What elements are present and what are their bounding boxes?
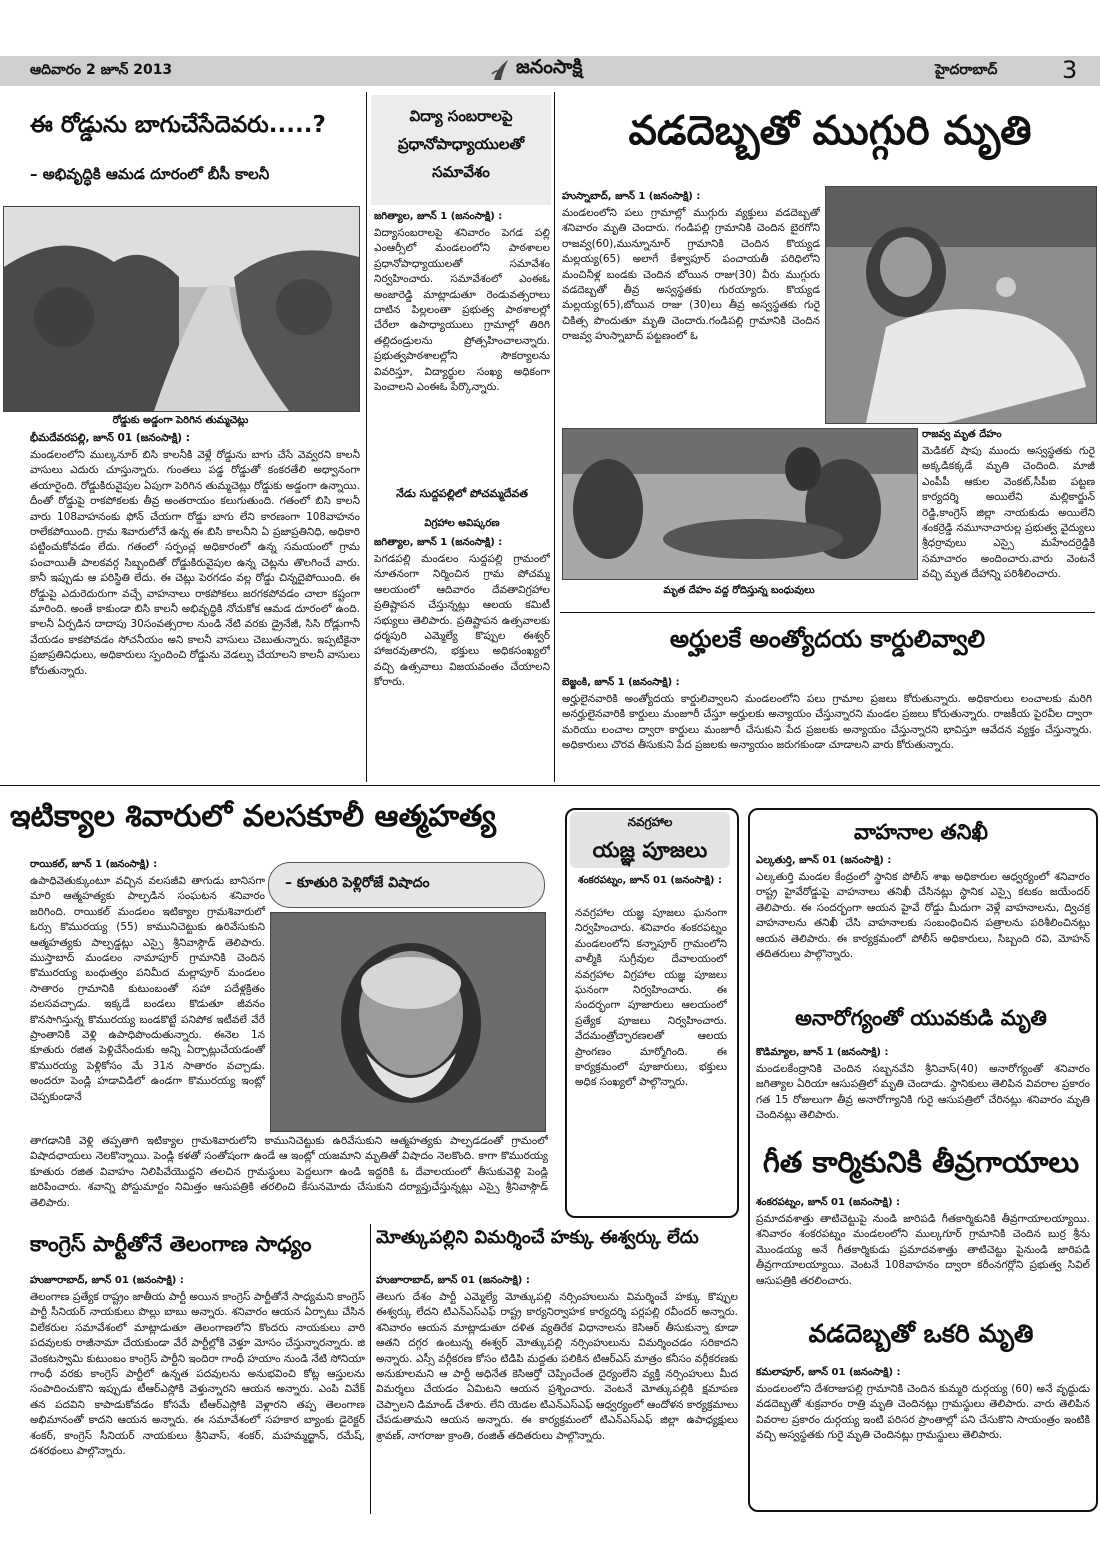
- road-subheadline: – అభివృద్ధికి ఆమడ దూరంలో బీసీ కాలనీ: [30, 165, 270, 183]
- illness-dateline: కొడిమ్యాల, జూన్ 1 (జనంసాక్షి) :: [756, 1047, 889, 1058]
- heat-body-side: మెడికల్ షాపు ముందు అస్వస్థతకు గురై అక్కడికక్కడే మృతి చెందింది. మాజీ ఎంపీపీ ఆకుల వెంకట్,సీపీఐ పట్టణ కార్యదర్శి అయిలేని మల్లికార్జున్ రెడ్డి,కాంగ్రెస్ జిల్లా నాయకుడు అయిలేని శంకర్రెడ్డి నమూనాచారుల్ల ప్రభుత్వ వైద్యులు శ్రీధర్రావులు ఎస్సై మహేందర్రెడ్డికి సమాచారం అందించారు.వారు వెంటనే వచ్చి మృత దేహాన్ని పరిశీలించారు.: [922, 445, 1095, 581]
- page-number: 3: [1062, 56, 1078, 84]
- road-dateline: భీమదేవరపల్లి, జూన్ 01 (జనంసాక్షి) :: [30, 432, 190, 444]
- mothkupalli-dateline: హుజూరాబాద్, జూన్ 01 (జనంసాక్షి) :: [376, 1275, 530, 1286]
- pochamma-headline: నేడు సుద్దపల్లిలో పోచమ్మదేవత: [396, 487, 528, 500]
- navagraha-headline: యజ్ఞ పూజలు: [592, 838, 708, 862]
- relatives-caption: మృత దేహం వద్ద రోదిస్తున్న బంధువులు: [663, 585, 815, 596]
- congress-headline: కాంగ్రెస్ పార్టీతోనే తెలంగాణ సాధ్యం: [30, 1232, 312, 1256]
- toddy-dateline: శంకరపట్నం, జూన్ 01 (జనంసాక్షి) :: [756, 1197, 901, 1208]
- toddy-body: ప్రమాదవశాత్తు తాటిచెట్టుపై నుండి జారిపడి గీతకార్మికునికి తీవ్రగాయాలయ్యాయి. శనివారం శంకరపట్నం మండలంలోని ముల్కగూర్ గ్రామానికి చెందిన బుర్ర శ్రీను మొండయ్య అనే గీతకార్మికుడు ప్రమాదవశాత్తు తాటిచెట్టు పైనుండి జారిపడి తీవ్రగాయాలయ్యాయి. వెంటనే 108వాహనం ద్వారా కరీంనగర్లోని ప్రభుత్వ సివిల్ ఆసుపత్రికి తరలించారు.: [756, 1213, 1090, 1287]
- vehicles-headline: వాహనాల తనిఖీ: [854, 820, 988, 844]
- suicide-subheadline: – కూతురి పెళ్లిరోజే విషాదం: [285, 875, 430, 891]
- vidya-headline: విద్యా సంబరాలపై ప్రధానోపాధ్యాయులతో సమావేశం: [397, 107, 525, 181]
- edition-city: హైదరాబాద్: [935, 62, 998, 78]
- vidya-body: విద్యాసంబరాలపై శనివారం పెగడ పల్లి ఎంఆర్సీలో మండలంలోని పాఠశాలల ప్రధానోపాధ్యాయులతో సమావేశం నిర్వహించారు. సమావేశంలో ఎంఈఓ అంజారెడ్డి మాట్లాడుతూ రెండువత్సరాలు దాటిన పిల్లలంతా ప్రభుత్వ పాఠశాలల్లో చేరేలా ఉపాధ్యాయులు గ్రామాల్లో తిరిగి తల్లిదండ్రులను ప్రోత్సహించాలన్నారు. ప్రభుత్వపాఠశాలల్లోని సౌకర్యాలను వివరిస్తూ, విద్యార్థుల సంఖ్య అధికంగా పెంచాలని ఎంఈఓ పేర్కొన్నారు.: [374, 227, 550, 394]
- cards-headline: అర్హులకే అంత్యోదయ కార్డులివ్వాలి: [669, 625, 986, 653]
- vehicles-body: ఎల్కతుర్తి మండల కేంద్రంలో స్థానిక పోలీస్ శాఖ అధికారుల ఆధ్వర్యంలో శనివారం రాష్ట్ర హైవేరోడ్డుపై వాహనాలు తనిఖీ చేసినట్లు స్థానిక ఎస్సై కటకం జయేందర్ తెలిపారు. ఈ సందర్భంగా ఆయన హైవే రోడ్డు మీదుగా వెళ్లే వాహనాలను, ద్విచక్ర వాహనాలను తనిఖీ చేసి వాహనాలకు సంబంధించిన పత్రాలను పరిశీలించినట్లు ఆయన తెలిపారు. ఈ కార్యక్రమంలో పోలీస్ అధికారులు, సిబ్బంది రవి, మోహన్ తదితరులు పాల్గొన్నారు.: [756, 871, 1090, 961]
- cards-body: అర్హులైనవారికి అంత్యోదయ కార్డులివ్వాలని మండలంలోని పలు గ్రామాల ప్రజలు కోరుతున్నారు. అధికారులు లంచాలకు మరిగి అనర్హులైనవారికి కార్డులు మంజూరీ చేస్తూ అర్హులకు అన్యాయం చేస్తున్నారని మండల ప్రజలు కోరుతున్నారు. రాజకీయ పైరవీల ద్వారా మరియు లంచాల ద్వారా కార్డులు మంజూరీ చేసుకుని పేద ప్రజలకు అన్యాయం చేస్తున్నారని భావిస్తూ ఆవేదన వ్యక్తం చేస్తున్నారు. అధికారులు చొరవ తీసుకుని పేద ప్రజలకు అన్యాయం జరుగకుండా చూడాలని వారు కోరుతున్నారు.: [562, 693, 1092, 752]
- illness-body: మండలకేంద్రానికి చెందిన సబ్బనవేని శ్రీనివాస్(40) అనారోగ్యంతో శనివారం జగిత్యాల ఏరియా ఆసుపత్రిలో మృతి చెందాడు. స్థానికులు తెలిపిన వివరాల ప్రకారం గత 15 రోజులుగా తీవ్ర అనారోగ్యానికి గురై ఆసుపత్రిలో చేరినట్లు శనివారం మృతి చెందినట్లు తెలిపారు.: [756, 1063, 1090, 1122]
- oneheat-headline: వడదెబ్బతో ఒకరి మృతి: [808, 1319, 1034, 1348]
- navagraha-kicker: నవగ్రహాల: [627, 815, 673, 829]
- mothkupalli-headline: మోత్కుపల్లిని విమర్శించే హక్కు ఈశ్వర్కు లేదు: [376, 1227, 699, 1248]
- oneheat-dateline: కమలాపూర్, జూన్ 01 (జనంసాక్షి) :: [756, 1367, 901, 1378]
- road-photo: [3, 206, 360, 412]
- section-rule: [560, 612, 1095, 613]
- suicide-dateline: రాయికల్, జూన్ 1 (జనంసాక్షి) :: [30, 859, 158, 870]
- heat-dateline: హుస్నాబాద్, జూన్ 1 (జనంసాక్షి) :: [562, 191, 701, 202]
- pochamma-dateline: జగిత్యాల, జూన్ 1 (జనంసాక్షి) :: [374, 537, 503, 548]
- column-rule: [370, 1224, 371, 1514]
- pochamma-body: పెగడపల్లి మండలం సుద్దపల్లి గ్రామంలో నూతనంగా నిర్మించిన గ్రామ పోచమ్మ ఆలయంలో ఆదివారం దేవతావిగ్రహాల ప్రతిష్టాపన చేస్తున్నట్లు ఆలయ కమిటీ సభ్యులు తెలిపారు. ప్రతిష్టాపన ఉత్సవాలకు ధర్మపురి ఎమ్మెల్యే కొప్పుల ఈశ్వర్ హాజరవుతారని, భక్తులు అధికసంఖ్యలో వచ్చి ఉత్సవాలు విజయవంతం చేయాలని కోరారు.: [374, 553, 550, 689]
- pochamma-subheadline: విగ్రహాల ఆవిష్కరణ: [424, 518, 500, 529]
- mothkupalli-body: తెలుగు దేశం పార్టీ ఎమ్మెల్యే మోత్కుపల్లి నర్సింహులును విమర్శించే హక్కు కొప్పుల ఈశ్వర్కు లేదని టిఎన్ఎస్ఎఫ్ రాష్ట్ర కార్యనిర్వాహక కార్యదర్శి పర్లపల్లి రవీందర్ అన్నారు. శనివారం ఆయన మాట్లాడుతూ దళిత వ్యతిరేక విధానాలను కెసిఆర్ తీసుకున్నా కూడా ఆతని దగ్గర ఉంటున్న ఈశ్వర్ మోత్కుపల్లి నర్సింహులును విమర్శించడం సరికాదని అన్నారు. ఎస్సీ వర్గీకరణ కోసం టిడిపి మద్దతు పలికిన టిఆర్ఎస్ మాత్రం కనీసం వర్గీకరణకు అనుకూలమని ఆ పార్టీ అధినేత కెసిఆర్తో చెప్పించేంత దైర్యంలేని వ్యక్తి నర్సింహులు మీద విమర్శలు చేయడం ఏమిటని ఆయన ప్రశ్నించారు. వెంటనే మోత్కుపల్లికి క్షమాపణ చెప్పాలని డిమాండ్ చేశారు. లేని యెడల టిఎన్ఎస్ఎఫ్ ఆధ్వర్యంలో ఆందోళన కార్యక్రమాలు చేపడుతామని ఆయన అన్నారు. ఈ కార్యక్రమంలో టిఎన్ఎస్ఎఫ్ జిల్లా ఉపాధ్యక్షులు శ్రావణ్, నాగరాజు క్రాంతి, రంజిత్ తదితరులు పాల్గొన్నారు.: [376, 1291, 738, 1442]
- cards-dateline: బెజ్జంకి, జూన్ 1 (జనంసాక్షి) :: [562, 677, 680, 688]
- road-body: మండలంలోని ముల్కనూర్ బిసి కాలనీకి వెళ్లే రోడ్డును బాగు చేసే వెవ్వరని కాలనీ వాసులు ఎదురు చూస్తున్నారు. గుంతలు పడ్డ రోడ్డుతో కంకరతేలి అధ్వానంగా తయారైంది. రోడ్డుకిరువైపుల ఏపుగా పెరిగిన తుమ్మచెట్లు రోడ్డుకు అడ్డంగా ఉన్నాయి. దీంతో రోడ్డుపై రాకపోకలకు తీవ్ర అంతరాయం కలుగుతుంది. గతంలో బిసి కాలనీ వారు 108వాహనంకు ఫోన్ చేయగా రోడ్డు బాగు లేని కారణంగా 108వాహనం రాలేకపోయింది. గ్రామ శివారులోనే ఉన్న ఈ బిసి కాలనీని ఏ ప్రజాప్రతినిధి, అధికారి పట్టించుకోవడం లేదు. గతంలో సర్పంచ్ల అధికారంలో ఉన్న సమయంలో గ్రామ పంచాయితీ పాలకవర్గ సిబ్బందితో రోడ్డుకిరువైపుల ఉన్న చెట్లను తొలగించే వారు. కానీ ఇప్పుడు ఆ పరిస్థితి లేదు. ఈ చెట్లు పెరగడం వల్ల రోడ్డు చిన్నదైపోయింది. ఈ రోడ్డుపై ఎదురెదురుగా వచ్చే వాహనాలు రాకపోకలు జరగకపోవడం చాలా కష్టంగా మారింది. అంతే కాకుండా బిసి కాలనీ అభివృద్ధికి నోచుకోక ఆమడ దూరంలో ఉంది. కాలనీ ఏర్పడిన దాదాపు 30సంవత్సరాల నుండి నేటి వరకు డ్రైనేజీ, సిసి రోడ్లుగానీ వేయడం కాకపోవడం సోచనీయం అని కాలనీ వాసులు చెబుతున్నారు. ఇప్పటికైనా ప్రజాప్రతినిధులు, అధికారులు స్పందించి రోడ్డును వెడల్పు చేయాలని కాలనీ వాసులు కోరుతున్నారు.: [30, 449, 360, 677]
- vidya-dateline: జగిత్యాల, జూన్ 1 (జనంసాక్షి) :: [374, 211, 503, 222]
- navagraha-body: నవగ్రహాల యజ్ఞ పూజలు ఘనంగా నిర్వహించారు. శనివారం శంకరపట్నం మండలంలోని కన్నాపూర్ గ్రామంలోని వాల్మీకి సుగ్రీవుల దేవాలయంలో నవగ్రహాల విగ్రహాల యజ్ఞ పూజలు ఘనంగా నిర్వహించారు. ఈ సందర్భంగా పూజారులు ఆలయంలో ప్రత్యేక పూజలు నిర్వహించారు. వేదమంత్రోచ్ఛారణలతో ఆలయ ప్రాంగణం మార్మోగింది. ఈ కార్యక్రమంలో పూజారులు, భక్తులు అధిక సంఖ్యలో పాల్గొన్నారు.: [575, 907, 727, 1089]
- road-photo-caption: రోడ్డుకు అడ్డంగా పెరిగిన తుమ్మచెట్లు: [112, 415, 249, 426]
- heat-body: మండలంలోని పలు గ్రామాల్లో ముగ్గురు వ్యక్తులు వడదెబ్బతో శనివారం మృతి చెందారు. గండిపల్లి గ్రామానికి చెందిన బైరగోని రాజవ్వ(60),మున్నూనూర్ గ్రామానికి చెందిన కొయ్యడ మల్లయ్య(65) అలాగే కేశ్వాపూర్ పంచాయతీ పరిధిలోని మంచినీళ్ల బండకు చెందిన బోయిన రాజు(30) వీరు ముగ్గురు వడదెబ్బతో తీవ్ర అస్వస్థతకు గురయ్యారు. కొయ్యడ మల్లయ్య(65),బోయిన రాజు (30)లు తీవ్ర అస్వస్థతకు గురై చికిత్స పొందుతూ మృతి చెందారు.గండిపల్లి గ్రామానికి చెందిన రాజవ్వ హుస్నాబాద్ పట్టణంలో ఓ: [562, 207, 820, 343]
- rajavva-caption: రాజవ్వ మృత దేహం: [922, 429, 1002, 440]
- column-rule: [554, 92, 555, 782]
- column-rule: [366, 92, 367, 782]
- victim-photo: [270, 912, 546, 1132]
- congress-body: తెలంగాణ ప్రత్యేక రాష్ట్రం జాతీయ పార్టీ అయిన కాంగ్రెస్ పార్టీతోనే సాధ్యమని కాంగ్రెస్ పార్టీ సీనియర్ నాయకులు పొల్లు బాబు అన్నారు. శనివారం ఆయన ఏర్పాటు చేసిన విలేకరుల సమావేశంలో మాట్లాడుతూ తెలంగాణలోని కొందరు నాయకులు వారి పదవులకు రాజీనామా చేయకుండా వేరే పార్టీల్లోకి వెళ్తూ మోసం చేస్తున్నారన్నారు. జి వెంకటస్వామి కుటుంబం కాంగ్రెస్ పార్టీని ఇందిరా గాంధీ హయాం నుండి నేటి సోనియా గాంధీ వరకు కాంగ్రెస్ పార్టీలో ఉన్నత పదవులను అనుభవించి కోట్ల ఆస్తులను సంపాదించుకొని ఇప్పుడు టీఆర్ఎస్లోకి వెళ్తున్నారని ఆయన అన్నారు. ఎంపి వివేక్ తన పదవిని కాపాడుకోవడం కోసమే టీఆర్ఎస్లోకి వెళ్లారని తప్ప తెలంగాణ అభిమానంతో కాదని ఆయన అన్నారు. ఈ సమావేశంలో సహకార బ్యాంకు డైరెక్టర్ శంకర్, కాంగ్రెస్ సీనియర్ నాయకులు శ్రీనివాస్, శంకర్, మహమ్మద్ఖాన్, రమేష్, దశరథంలు పాల్గొన్నారు.: [30, 1291, 365, 1458]
- rajavva-photo: [825, 186, 1097, 424]
- relatives-photo: [562, 428, 918, 580]
- paper-logo-icon: [490, 58, 512, 82]
- vehicles-dateline: ఎల్కతుర్తి, జూన్ 01 (జనంసాక్షి) :: [756, 855, 892, 866]
- issue-date: ఆదివారం 2 జూన్ 2013: [30, 62, 173, 78]
- suicide-body-bottom: తాగడానికి వెళ్లి తప్పతాగి ఇటిక్యాల గ్రామశివారులోని కామునిచెట్టుకు ఉరివేసుకుని ఆత్మహత్యకు పాల్పడడంతో గ్రామంలో విషాదఛాయలు నెలకొన్నాయి. పెండ్లి కళతో సంతోషంగా ఉండే ఆ ఇంట్లో యజమాని మృతితో విషాదం నెలకొంది. కాగా కొమురయ్య కూతురు రజిత వివాహం నిలిపివేయొద్దని తలచిన గ్రామస్థులు పెద్దలుగా ఉండి ఇద్దరికి ఓ దేవాలయంలో తీసుకువెళ్లి పెండ్లి జరిపించారు. శవాన్ని పోస్టుమార్టం నిమిత్తం ఆసుపత్రికి తరలించి కేసునమోదు చేసుకుని దర్యాప్తుచేస్తున్నట్లు ఎస్సై శ్రీనివాస్గౌడ్ తెలిపారు.: [30, 1135, 548, 1209]
- oneheat-body: మండలంలోని దేశరాజుపల్లి గ్రామానికి చెందిన కుమ్మరి దుర్గయ్య (60) అనే వృద్ధుడు వడదెబ్బతో శుక్రవారం రాత్రి మృతి చెందినట్లు గ్రామస్థులు తెలిపారు. వారు తెలిపిన వివరాల ప్రకారం దుర్గయ్య ఇంటి పరిసర ప్రాంతాల్లో పని చేసుకొని సాయంత్రం ఇంటికి వచ్చి అస్వస్థతకు గురై మృతి చెందినట్లు గ్రామస్థులు తెలిపారు.: [756, 1383, 1090, 1442]
- illness-headline: అనారోగ్యంతో యువకుడి మృతి: [795, 1006, 1047, 1030]
- suicide-headline: ఇటిక్యాల శివారులో వలసకూలీ ఆత్మహత్య: [10, 799, 496, 834]
- road-headline: ఈ రోడ్డును బాగుచేసేదెవరు.....?: [30, 112, 326, 138]
- congress-dateline: హుజూరాబాద్, జూన్ 01 (జనంసాక్షి) :: [30, 1275, 184, 1286]
- section-rule: [0, 785, 1100, 786]
- heat-headline: వడదెబ్బతో ముగ్గురి మృతి: [628, 108, 1032, 154]
- suicide-body-top: ఉపాధివెతుక్కుంటూ వచ్చిన వలసజీవి తాగుడు బానిసగా మారి ఆత్మహత్యకు పాల్పడిన సంఘటన శనివారం జరిగింది. రాయికల్ మండలం ఇటిక్యాల గ్రామశివారులో ఓర్సు కొమురయ్య (55) కామునిచెట్టుకు ఉరివేసుకుని ఆత్మహత్యకు పాల్పడ్డట్లు ఎస్సై శ్రీనివాస్గౌడ్ తెలిపారు. ముస్తాబాద్ మండలం నామాపూర్ గ్రామానికి చెందిన కొమురయ్య బంధుత్వం పనిమీద మల్లాపూర్ మండలం సాతారం గ్రామానికి కుటుంబంతో సహా పదేళ్లక్రితం వలసవచ్చాడు. ఇక్కడే బండలు కొడుతూ జీవనం కొనసాగిస్తున్న కొమురయ్య బండకొట్టే పనిపోక ఇటీవలే వేరే ప్రాంతానికి వెళ్లి ఉపాధిపొందుతున్నారు. ఈనెల 1న కూతురు రజిత పెళ్లిచేసేందుకు అన్ని ఏర్పాట్లుచేయడంతో కొమురయ్య పెళ్లికోసం మే 31న సాతారం వచ్చాడు. అందరూ పెండ్లి హడావిడిలో ఉండగా కొమురయ్య ఇంట్లో చెప్పకుండానే: [30, 875, 265, 1103]
- navagraha-dateline: శంకరపట్నం, జూన్ 01 (జనంసాక్షి) :: [577, 875, 722, 886]
- toddy-headline: గీత కార్మికునికి తీవ్రగాయాలు: [762, 1145, 1080, 1179]
- paper-name: జనంసాక్షి: [516, 56, 583, 78]
